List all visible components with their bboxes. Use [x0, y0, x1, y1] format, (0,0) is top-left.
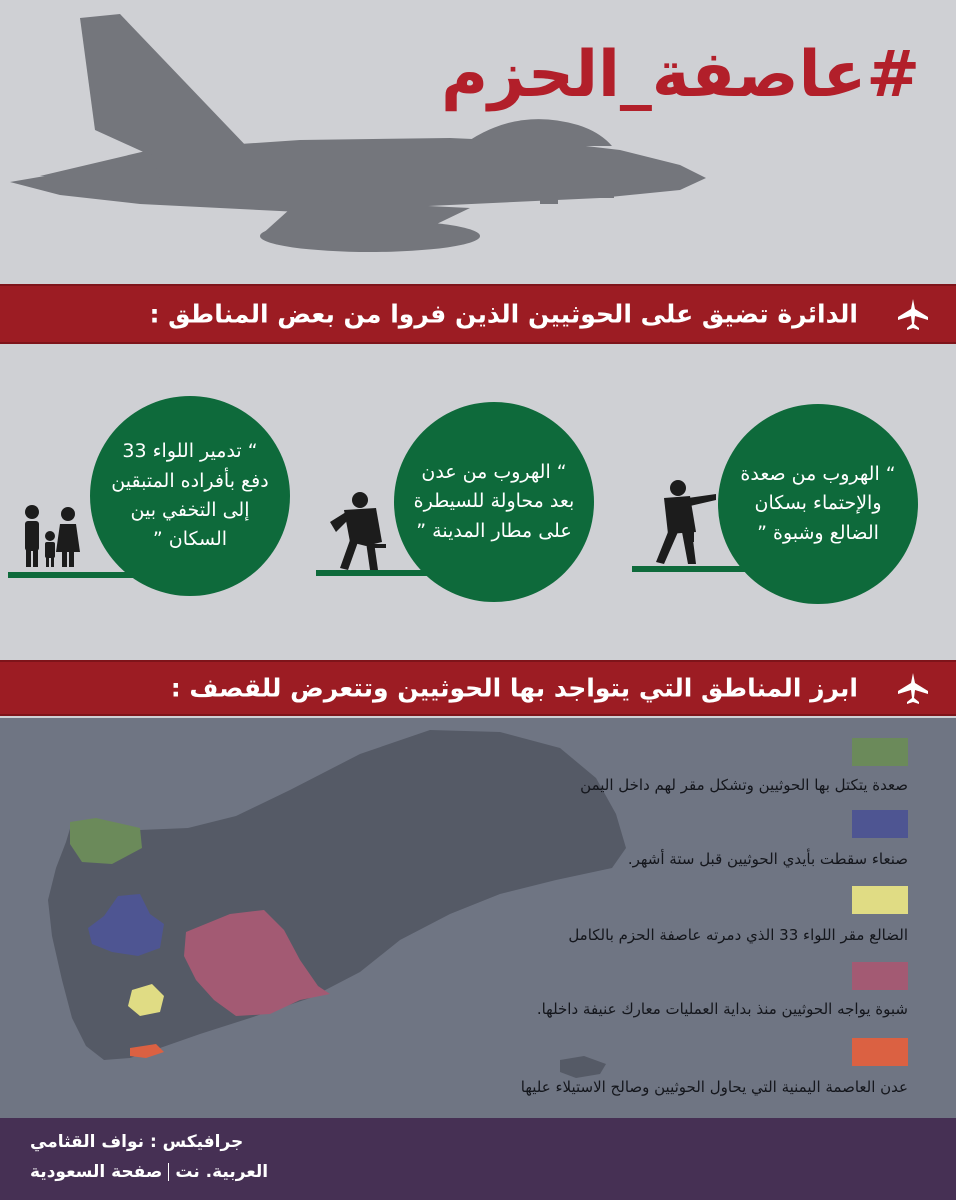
legend-swatch-saada — [852, 738, 908, 766]
escape-routes-section — [0, 346, 956, 658]
circle-1-line-3: الضالع وشبوة ” — [757, 521, 879, 544]
hashtag-title: #عاصفة_الحزم — [441, 38, 920, 112]
circle-3-line-1: “ تدمير اللواء 33 — [122, 440, 258, 463]
circle-2-line-3: على مطار المدينة ” — [416, 519, 572, 542]
section-title-1: الدائرة تضيق على الحوثيين الذين فروا من بعض المناطق : — [149, 299, 858, 329]
fleeing-fighter-icon — [330, 492, 386, 570]
section-header-1 — [0, 284, 956, 344]
circle-2-line-1: “ الهروب من عدن — [421, 460, 567, 483]
legend-label-sanaa: صنعاء سقطت بأيدي الحوثيين قبل ستة أشهر. — [627, 850, 908, 868]
legend-swatch-sanaa — [852, 810, 908, 838]
legend-label-dhale: الضالع مقر اللواء 33 الذي دمرته عاصفة الحزم بالكامل — [568, 926, 908, 944]
source-divider — [168, 1163, 169, 1181]
credits-footer — [0, 1118, 956, 1200]
yemen-map-section — [0, 718, 956, 1118]
circle-3-line-3: إلى التخفي بين السكان ” — [130, 499, 250, 551]
section-title-2: ابرز المناطق التي يتواجد بها الحوثيين وتتعرض للقصف : — [170, 673, 858, 703]
circle-3-line-2: دفع بأفراده المتبقين — [111, 469, 269, 492]
soldier-icon — [656, 480, 716, 564]
circle-1-line-1: “ الهروب من صعدة — [740, 462, 896, 485]
legend-label-shabwa: شبوة يواجه الحوثيين منذ بداية العمليات معارك عنيفة داخلها. — [536, 1000, 908, 1018]
legend-swatch-dhale — [852, 886, 908, 914]
legend-swatch-shabwa — [852, 962, 908, 990]
legend-swatch-aden — [852, 1038, 908, 1066]
circle-1-line-2: والإحتماء بسكان — [754, 492, 882, 515]
graphics-credit: جرافيكس : نواف القثامي — [30, 1132, 244, 1152]
fighter-jet-icon — [896, 671, 930, 705]
hero-banner — [0, 0, 956, 282]
circle-saada-escape — [718, 404, 918, 604]
fighter-jet-icon — [896, 297, 930, 331]
source-alarabiya: العربية. نت — [175, 1162, 269, 1182]
legend-label-saada: صعدة يتكتل بها الحوثيين وتشكل مقر لهم داخل اليمن — [580, 776, 908, 794]
source-saudi-page: صفحة السعودية — [30, 1162, 163, 1182]
section-header-2 — [0, 660, 956, 716]
circle-brigade-33 — [90, 396, 290, 596]
socotra-island-shape — [560, 1056, 606, 1078]
legend-label-aden: عدن العاصمة اليمنية التي يحاول الحوثيين وصالح الاستيلاء عليها — [520, 1078, 908, 1096]
circle-2-line-2: بعد محاولة للسيطرة — [413, 490, 575, 513]
source-credit — [30, 1162, 268, 1182]
circle-aden-escape — [394, 402, 594, 602]
family-icon — [25, 505, 80, 567]
